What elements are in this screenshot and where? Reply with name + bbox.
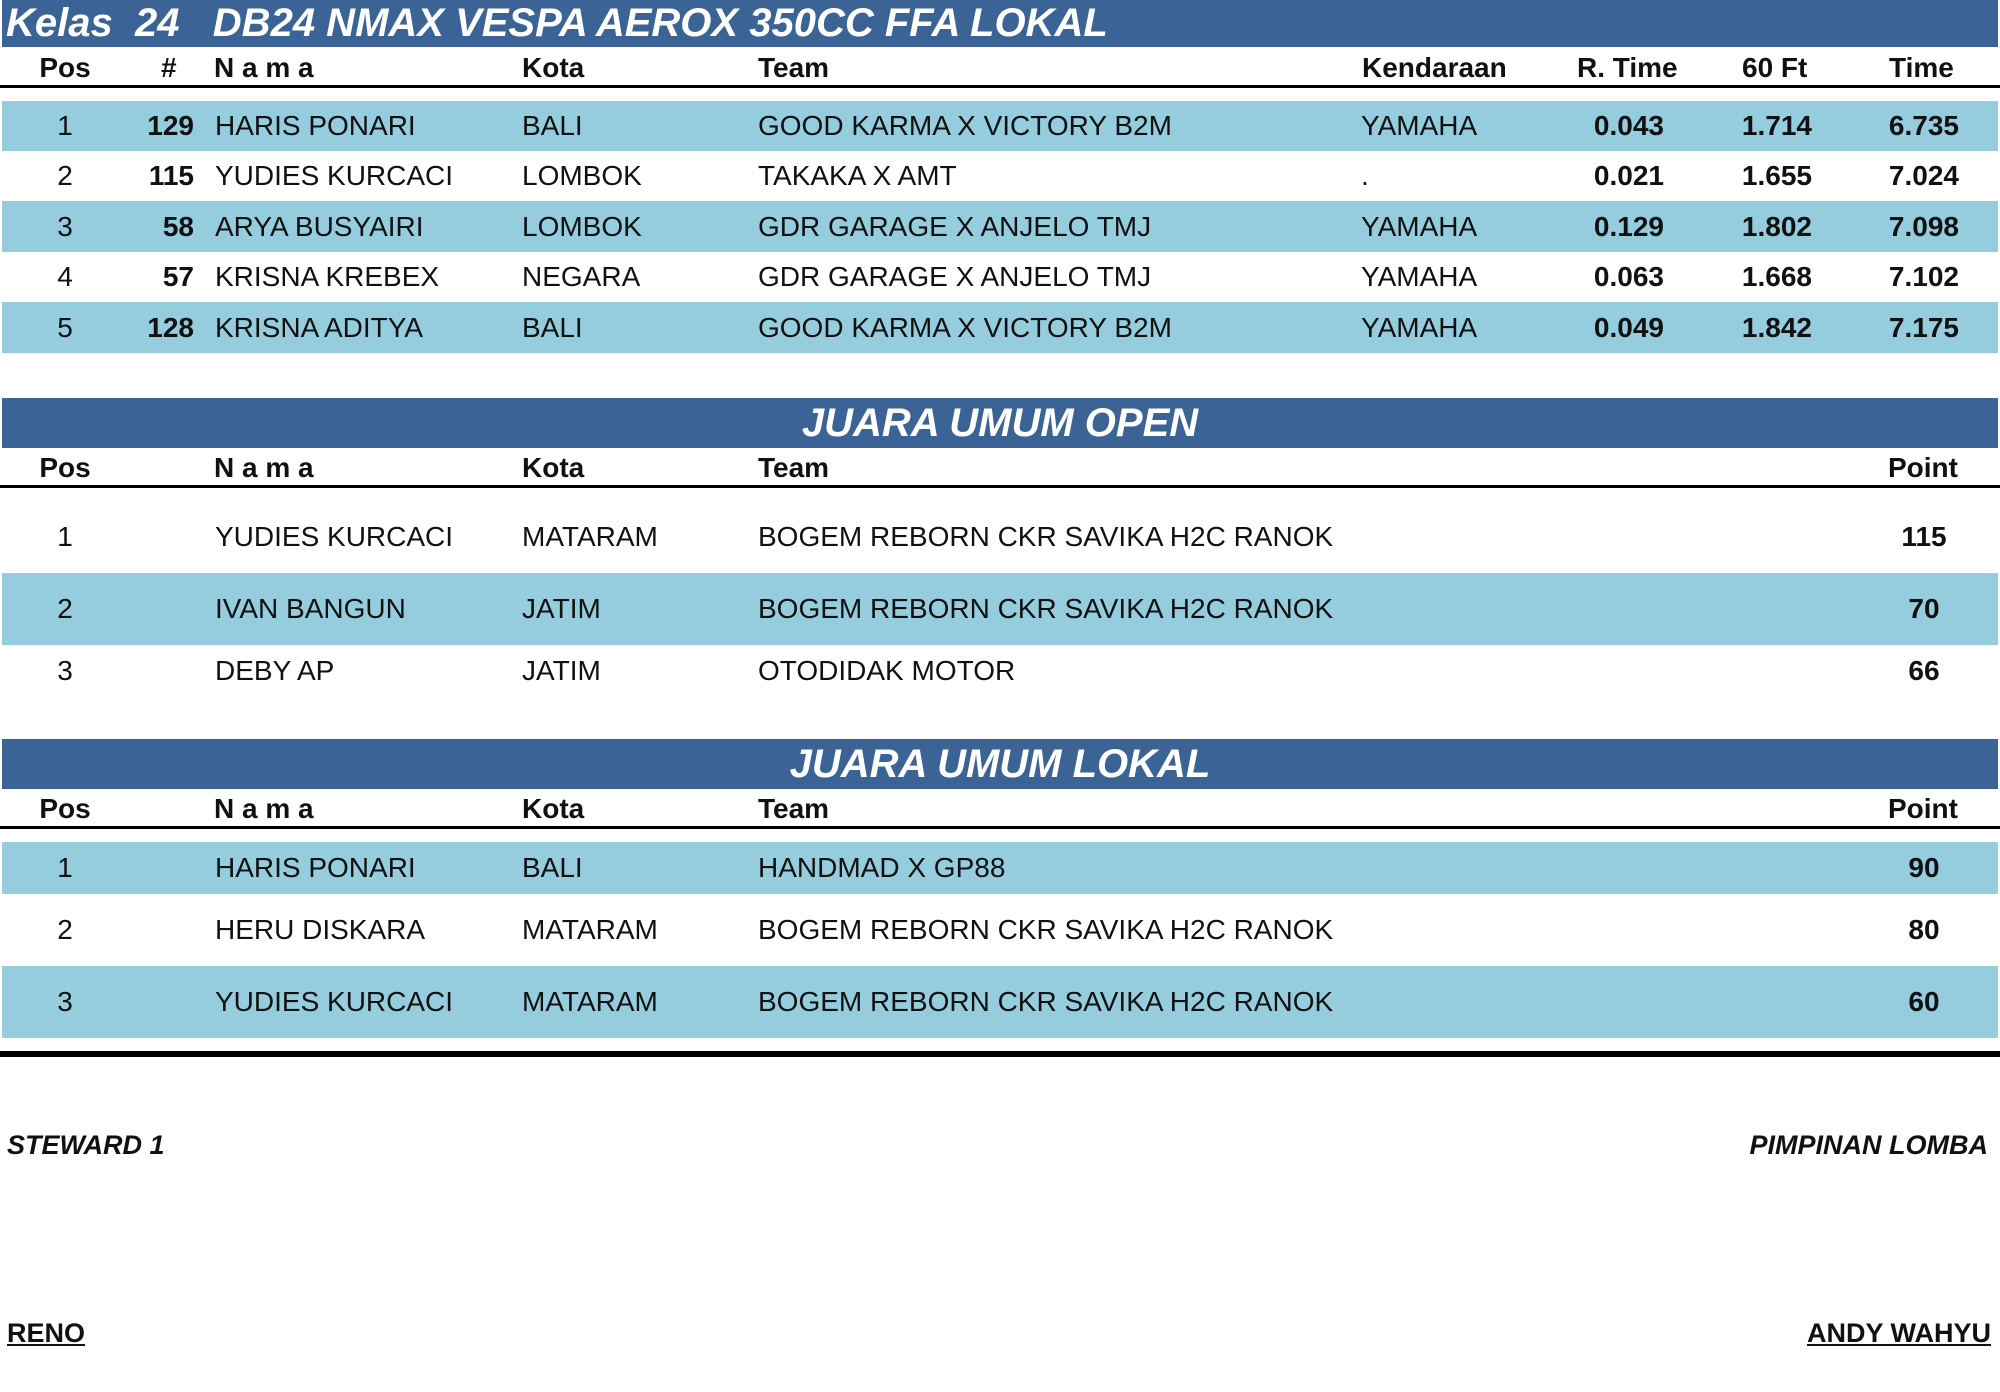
row-time: 7.102 — [1888, 261, 1959, 292]
row-reaction-time: 0.063 — [1593, 261, 1664, 292]
row-nama: HARIS PONARI — [215, 852, 416, 883]
row-pos: 1 — [57, 110, 73, 141]
row-pos: 1 — [57, 521, 73, 552]
class-result-row — [2, 201, 1998, 252]
row-kota: LOMBOK — [522, 160, 642, 191]
row-nama: ARYA BUSYAIRI — [215, 211, 424, 242]
header-kendaraan: Kendaraan — [1362, 52, 1507, 83]
row-pos: 2 — [57, 593, 73, 624]
row-team: HANDMAD X GP88 — [758, 852, 1006, 883]
row-team: BOGEM REBORN CKR SAVIKA H2C RANOK — [758, 593, 1334, 624]
row-number: 128 — [147, 312, 194, 343]
row-point: 66 — [1908, 655, 1940, 686]
header-kota: Kota — [522, 793, 585, 824]
row-nama: DEBY AP — [215, 655, 335, 686]
class-title-banner: Kelas 24 DB24 NMAX VESPA AEROX 350CC FFA LOKAL — [2, 0, 1998, 47]
row-kendaraan: YAMAHA — [1361, 312, 1478, 343]
row-point: 70 — [1908, 593, 1940, 624]
row-number: 57 — [162, 261, 194, 292]
row-time: 7.175 — [1888, 312, 1959, 343]
row-nama: IVAN BANGUN — [215, 593, 406, 624]
row-nama: HERU DISKARA — [215, 914, 426, 945]
header-point: Point — [1888, 793, 1958, 824]
row-team: GOOD KARMA X VICTORY B2M — [758, 110, 1172, 141]
section-bottom-divider — [0, 1051, 2000, 1057]
row-pos: 4 — [57, 261, 73, 292]
row-60ft: 1.842 — [1741, 312, 1812, 343]
juara-lokal-row — [2, 894, 1998, 966]
row-reaction-time: 0.129 — [1593, 211, 1664, 242]
header-60ft: 60 Ft — [1742, 52, 1808, 83]
row-pos: 3 — [57, 655, 73, 686]
row-team: GDR GARAGE X ANJELO TMJ — [758, 211, 1152, 242]
class-result-row — [2, 252, 1998, 302]
header-team: Team — [758, 52, 830, 83]
row-time: 7.024 — [1888, 160, 1959, 191]
row-pos: 2 — [57, 160, 73, 191]
steward-name: RENO — [7, 1318, 86, 1348]
row-point: 60 — [1908, 986, 1940, 1017]
row-team: BOGEM REBORN CKR SAVIKA H2C RANOK — [758, 521, 1334, 552]
juara-open-header-divider — [0, 485, 2000, 488]
header-reaction-time: R. Time — [1577, 52, 1678, 83]
header-kota: Kota — [522, 452, 585, 483]
header-pos: Pos — [39, 52, 91, 83]
juara-lokal-header — [0, 792, 2000, 826]
row-pos: 3 — [57, 211, 73, 242]
juara-lokal-header-divider — [0, 826, 2000, 829]
juara-open-row — [2, 501, 1998, 573]
row-team: GDR GARAGE X ANJELO TMJ — [758, 261, 1152, 292]
row-number: 58 — [162, 211, 194, 242]
row-kendaraan: . — [1361, 160, 1369, 191]
row-pos: 5 — [57, 312, 73, 343]
row-nama: HARIS PONARI — [215, 110, 416, 141]
juara-open-header — [0, 451, 2000, 485]
header-team: Team — [758, 793, 830, 824]
row-kota: MATARAM — [522, 521, 658, 552]
juara-open-row — [2, 573, 1998, 645]
header-number: # — [161, 52, 177, 83]
row-kota: BALI — [522, 852, 583, 883]
row-pos: 2 — [57, 914, 73, 945]
class-result-row — [2, 151, 1998, 201]
row-point: 90 — [1908, 852, 1940, 883]
row-60ft: 1.655 — [1741, 160, 1812, 191]
row-team: TAKAKA X AMT — [758, 160, 957, 191]
row-kendaraan: YAMAHA — [1361, 261, 1478, 292]
steward-role-label: STEWARD 1 — [7, 1130, 165, 1160]
juara-lokal-row — [2, 842, 1998, 894]
juara-lokal-row — [2, 966, 1998, 1038]
row-nama: YUDIES KURCACI — [215, 521, 454, 552]
header-kota: Kota — [522, 52, 585, 83]
row-pos: 3 — [57, 986, 73, 1017]
row-time: 7.098 — [1888, 211, 1959, 242]
row-time: 6.735 — [1888, 110, 1959, 141]
row-reaction-time: 0.043 — [1593, 110, 1664, 141]
row-team: BOGEM REBORN CKR SAVIKA H2C RANOK — [758, 986, 1334, 1017]
row-60ft: 1.714 — [1741, 110, 1812, 141]
row-team: BOGEM REBORN CKR SAVIKA H2C RANOK — [758, 914, 1334, 945]
row-number: 115 — [148, 160, 194, 191]
row-pos: 1 — [57, 852, 73, 883]
class-result-row — [2, 302, 1998, 353]
row-kendaraan: YAMAHA — [1361, 211, 1478, 242]
row-reaction-time: 0.049 — [1593, 312, 1664, 343]
row-kota: NEGARA — [522, 261, 641, 292]
row-nama: KRISNA ADITYA — [215, 312, 423, 343]
row-point: 115 — [1901, 521, 1947, 552]
juara-open-banner: JUARA UMUM OPEN — [2, 398, 1998, 448]
header-nama: N a m a — [214, 452, 314, 483]
header-team: Team — [758, 452, 830, 483]
row-kota: LOMBOK — [522, 211, 642, 242]
row-kota: BALI — [522, 312, 583, 343]
race-director-name: ANDY WAHYU — [1806, 1318, 1991, 1348]
row-kota: MATARAM — [522, 914, 658, 945]
row-point: 80 — [1908, 914, 1940, 945]
row-nama: YUDIES KURCACI — [215, 160, 454, 191]
class-result-row — [2, 101, 1998, 151]
header-pos: Pos — [39, 793, 91, 824]
row-kota: JATIM — [522, 593, 601, 624]
race-director-role-label: PIMPINAN LOMBA — [1749, 1130, 1988, 1160]
row-team: OTODIDAK MOTOR — [758, 655, 1016, 686]
juara-lokal-banner: JUARA UMUM LOKAL — [2, 739, 1998, 789]
header-nama: N a m a — [214, 52, 314, 83]
header-time: Time — [1889, 52, 1954, 83]
row-60ft: 1.802 — [1741, 211, 1812, 242]
class-header-divider — [0, 85, 2000, 88]
row-kota: BALI — [522, 110, 583, 141]
row-60ft: 1.668 — [1741, 261, 1812, 292]
row-nama: KRISNA KREBEX — [215, 261, 440, 292]
class-table-header — [0, 50, 2000, 86]
row-kendaraan: YAMAHA — [1361, 110, 1478, 141]
header-nama: N a m a — [214, 793, 314, 824]
row-kota: MATARAM — [522, 986, 658, 1017]
row-kota: JATIM — [522, 655, 601, 686]
juara-open-row — [2, 645, 1998, 697]
row-nama: YUDIES KURCACI — [215, 986, 454, 1017]
row-team: GOOD KARMA X VICTORY B2M — [758, 312, 1172, 343]
header-point: Point — [1888, 452, 1958, 483]
header-pos: Pos — [39, 452, 91, 483]
row-reaction-time: 0.021 — [1593, 160, 1664, 191]
row-number: 129 — [147, 110, 194, 141]
